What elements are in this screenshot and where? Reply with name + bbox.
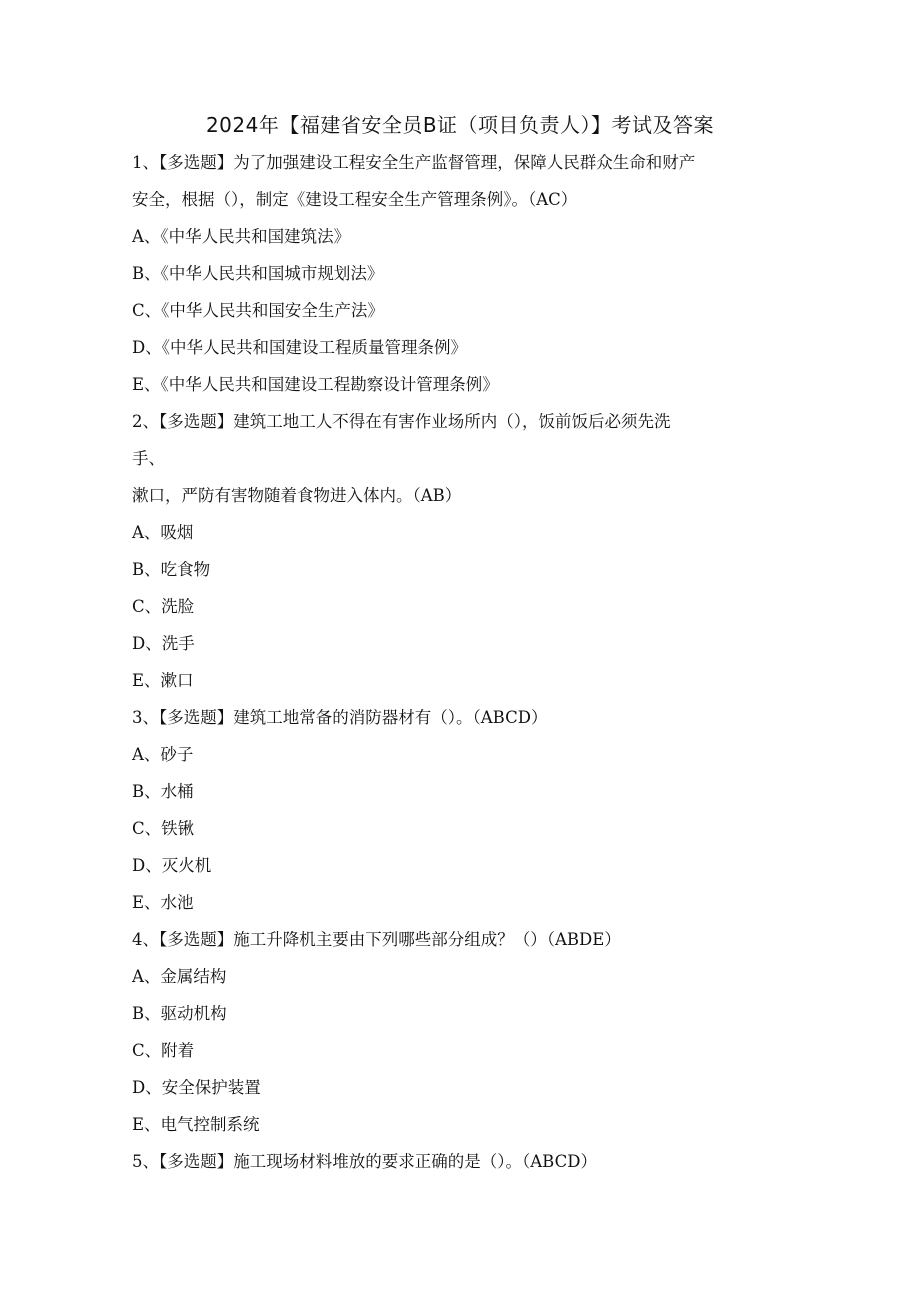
question-1-line-2: 安全，根据（），制定《建设工程安全生产管理条例》。（AC）: [132, 190, 578, 209]
question-4-line-1: 4、【多选题】施工升降机主要由下列哪些部分组成？（）（ABDE）: [132, 930, 621, 949]
question-3-option-b: B、水桶: [132, 782, 194, 801]
question-3-line-1: 3、【多选题】建筑工地常备的消防器材有（）。（ABCD）: [132, 708, 548, 727]
question-1-option-d: D、《中华人民共和国建设工程质量管理条例》: [132, 338, 467, 357]
question-2-line-1: 2、【多选题】建筑工地工人不得在有害作业场所内（），饭前饭后必须先洗: [132, 412, 671, 431]
question-1-option-c: C、《中华人民共和国安全生产法》: [132, 301, 384, 320]
question-2-option-a: A、吸烟: [132, 523, 194, 542]
document-title: 2024年【福建省安全员B证（项目负责人）】考试及答案: [205, 113, 715, 137]
question-2-option-c: C、洗脸: [132, 597, 195, 616]
question-2-option-b: B、吃食物: [132, 560, 211, 579]
question-4-option-b: B、驱动机构: [132, 1004, 227, 1023]
question-3-option-d: D、灭火机: [132, 856, 212, 875]
question-3-option-e: E、水池: [132, 893, 194, 912]
question-4-option-e: E、电气控制系统: [132, 1115, 260, 1134]
question-2-line-3: 漱口，严防有害物随着食物进入体内。（AB）: [132, 486, 462, 505]
question-2-option-e: E、漱口: [132, 671, 194, 690]
question-5-line-1: 5、【多选题】施工现场材料堆放的要求正确的是（）。（ABCD）: [132, 1152, 597, 1171]
question-4-option-d: D、安全保护装置: [132, 1078, 261, 1097]
question-1-option-e: E、《中华人民共和国建设工程勘察设计管理条例》: [132, 375, 499, 394]
question-3-option-c: C、铁锹: [132, 819, 195, 838]
question-4-option-a: A、金属结构: [132, 967, 227, 986]
document-body: [132, 144, 792, 1180]
question-3-option-a: A、砂子: [132, 745, 194, 764]
question-1-option-b: B、《中华人民共和国城市规划法》: [132, 264, 384, 283]
question-1-option-a: A、《中华人民共和国建筑法》: [132, 227, 351, 246]
question-4-option-c: C、附着: [132, 1041, 195, 1060]
question-1-line-1: 1、【多选题】为了加强建设工程安全生产监督管理，保障人民群众生命和财产: [132, 153, 696, 172]
question-2-line-2: 手、: [132, 449, 165, 468]
question-2-option-d: D、洗手: [132, 634, 195, 653]
